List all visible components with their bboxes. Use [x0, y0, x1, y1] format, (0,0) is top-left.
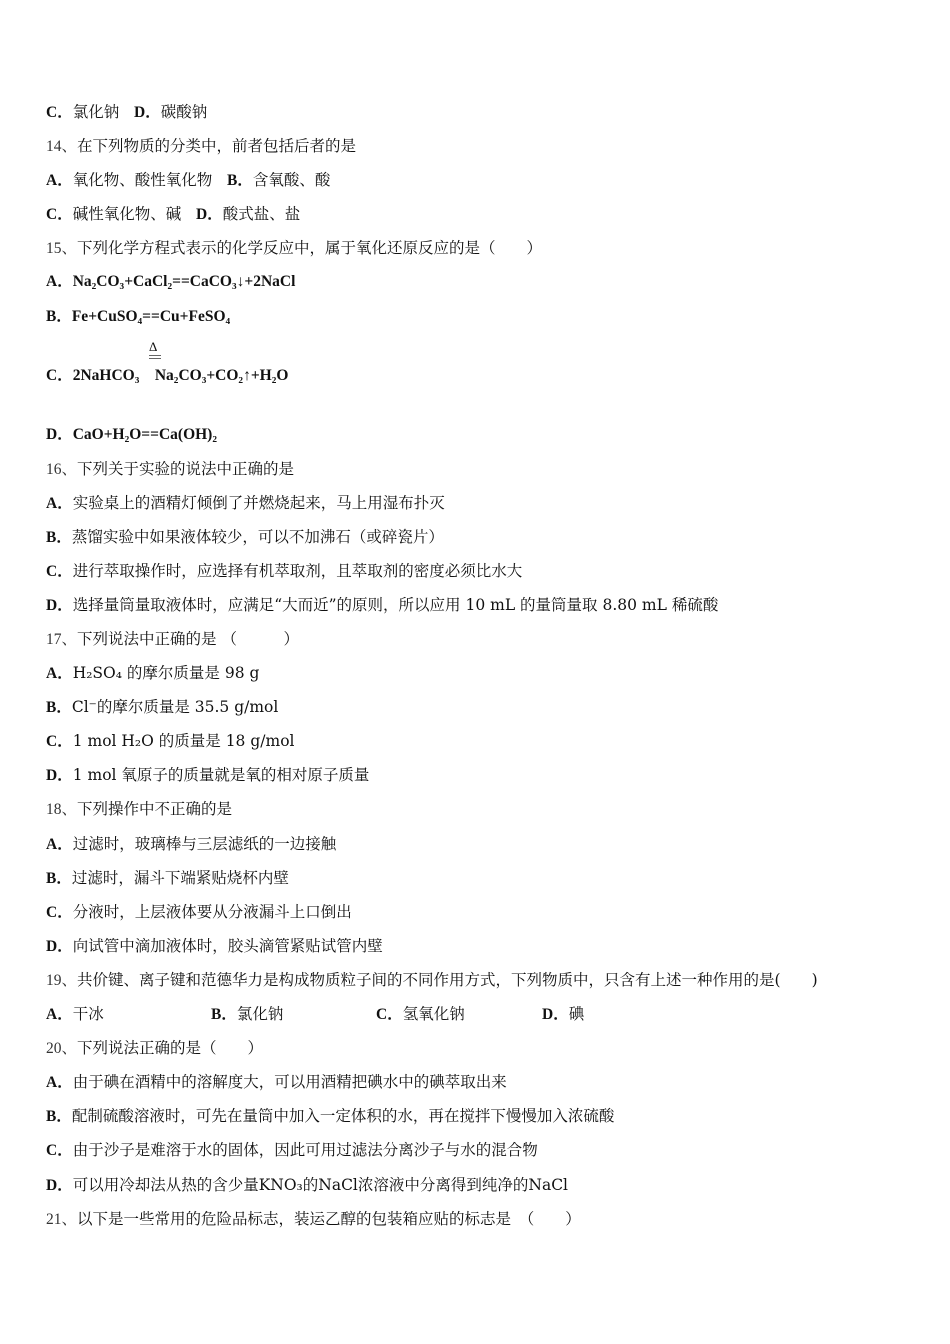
q17-option-c [46, 731, 294, 752]
option-label: D． [46, 767, 73, 784]
option-text: 由于沙子是难溶于水的固体，因此可用过滤法分离沙子与水的混合物 [72, 1141, 538, 1159]
question-number: 16、 [46, 461, 78, 478]
option-label: D． [46, 597, 73, 614]
option-text: 干冰 [72, 1005, 104, 1023]
option-text: 氢氧化钠 [402, 1005, 465, 1023]
q17-option-b [46, 697, 278, 718]
q20-option-a [46, 1072, 507, 1093]
q13-options-cd [46, 102, 207, 123]
q21-stem [46, 1209, 581, 1230]
question-text: 下列关于实验的说法中正确的是 [77, 460, 295, 478]
option-text: 过滤时，玻璃棒与三层滤纸的一边接触 [72, 835, 337, 853]
option-label: A． [46, 273, 73, 290]
question-number: 21、 [46, 1211, 78, 1228]
option-label: B． [46, 699, 72, 716]
option-text: Na₂CO₃+CaCl₂==CaCO₃↓+2NaCl [72, 273, 296, 290]
option-text: 选择量筒量取液体时，应满足“大而近”的原则，所以应用 10 mL 的量筒量取 8.80 mL 稀硫酸 [72, 596, 719, 614]
option-label: C． [46, 904, 73, 921]
q14-stem [46, 136, 356, 157]
option-text: 可以用冷却法从热的含少量KNO₃的NaCl浓溶液中分离得到纯净的NaCl [72, 1176, 569, 1194]
q15-option-d [46, 425, 217, 445]
option-label: A． [46, 495, 73, 512]
q20-option-b [46, 1106, 614, 1127]
option-text: 碘 [568, 1005, 585, 1023]
option-text: 过滤时，漏斗下端紧贴烧杯内壁 [71, 869, 289, 887]
q18-option-d [46, 936, 383, 957]
option-text: H₂SO₄ 的摩尔质量是 98 g [72, 664, 260, 682]
option-label: A． [46, 665, 73, 682]
q17-option-a [46, 663, 259, 684]
question-text: 下列说法正确的是（ ） [77, 1039, 264, 1057]
option-text: CaO+H₂O==Ca(OH)₂ [72, 426, 217, 443]
option-text: 1 mol 氧原子的质量就是氧的相对原子质量 [72, 766, 370, 784]
q14-options-cd [46, 204, 300, 225]
option-label: A． [46, 1006, 73, 1023]
q19-stem [46, 970, 818, 991]
option-label: C． [46, 563, 73, 580]
option-label: B． [46, 870, 72, 887]
question-number: 15、 [46, 240, 78, 257]
option-label: B． [46, 529, 72, 546]
q16-option-d [46, 595, 718, 616]
option-label: D． [196, 206, 223, 223]
option-label: B． [46, 1108, 72, 1125]
option-label: C． [46, 206, 73, 223]
q15-option-c [46, 366, 288, 386]
q16-option-c [46, 561, 522, 582]
option-text: 进行萃取操作时，应选择有机萃取剂，且萃取剂的密度必须比水大 [72, 562, 523, 580]
option-label: A． [46, 836, 73, 853]
question-number: 19、 [46, 972, 78, 989]
q15-stem [46, 238, 542, 259]
option-text: Fe+CuSO₄==Cu+FeSO₄ [71, 308, 231, 325]
option-label: C． [46, 1142, 73, 1159]
q17-option-d [46, 765, 369, 786]
option-label: C． [46, 367, 73, 384]
question-number: 14、 [46, 138, 78, 155]
option-text: 1 mol H₂O 的质量是 18 g/mol [72, 732, 295, 750]
q18-option-a [46, 834, 336, 855]
option-text: 碳酸钠 [160, 103, 208, 121]
product: Na₂CO₃+CO₂↑+H₂O [154, 367, 289, 384]
question-number: 18、 [46, 801, 78, 818]
option-text: 氧化物、酸性氧化物 [72, 171, 213, 189]
option-label: A． [46, 172, 73, 189]
option-text: 酸式盐、盐 [222, 205, 301, 223]
option-label: D． [134, 104, 161, 121]
reactant: 2NaHCO₃ [72, 367, 140, 384]
question-text: 在下列物质的分类中，前者包括后者的是 [77, 137, 357, 155]
option-text: 氯化钠 [236, 1005, 284, 1023]
option-label: D． [46, 1177, 73, 1194]
option-label: B． [46, 308, 72, 325]
q16-option-a [46, 493, 445, 514]
option-label: D． [46, 938, 73, 955]
option-text: 蒸馏实验中如果液体较少，可以不加沸石（或碎瓷片） [71, 528, 444, 546]
option-text: 实验桌上的酒精灯倾倒了并燃烧起来，马上用湿布扑灭 [72, 494, 445, 512]
q18-option-b [46, 868, 289, 889]
option-label: D． [46, 426, 73, 443]
q18-stem [46, 799, 232, 820]
option-text: 氯化钠 [72, 103, 120, 121]
double-line [149, 355, 161, 359]
q17-stem [46, 629, 299, 650]
q18-option-c [46, 902, 352, 923]
q16-stem [46, 459, 294, 480]
option-label: B． [211, 1006, 237, 1023]
question-text: 下列说法中正确的是 （ ） [77, 630, 299, 648]
option-text: 分液时，上层液体要从分液漏斗上口倒出 [72, 903, 352, 921]
option-text: 含氧酸、酸 [252, 171, 331, 189]
option-text: 碱性氧化物、碱 [72, 205, 182, 223]
delta-icon: Δ [149, 339, 158, 354]
option-label: C． [376, 1006, 403, 1023]
question-text: 以下是一些常用的危险品标志，装运乙醇的包装箱应贴的标志是 （ ） [77, 1210, 581, 1228]
question-text: 下列化学方程式表示的化学反应中，属于氧化还原反应的是（ ） [77, 239, 543, 257]
option-text: 由于碘在酒精中的溶解度大，可以用酒精把碘水中的碘萃取出来 [72, 1073, 507, 1091]
option-label: B． [227, 172, 253, 189]
q20-stem [46, 1038, 263, 1059]
q15-option-b [46, 307, 230, 327]
option-label: C． [46, 733, 73, 750]
q16-option-b [46, 527, 444, 548]
q20-option-c [46, 1140, 538, 1161]
q15-option-a [46, 272, 295, 292]
option-label: C． [46, 104, 73, 121]
question-number: 17、 [46, 631, 78, 648]
option-text: 配制硫酸溶液时，可先在量筒中加入一定体积的水，再在搅拌下慢慢加入浓硫酸 [71, 1107, 615, 1125]
q20-option-d [46, 1175, 568, 1196]
heat-condition-symbol [149, 340, 161, 359]
option-label: A． [46, 1074, 73, 1091]
question-number: 20、 [46, 1040, 78, 1057]
q14-options-ab [46, 170, 330, 191]
question-text: 下列操作中不正确的是 [77, 800, 233, 818]
question-text: 共价键、离子键和范德华力是构成物质粒子间的不同作用方式，下列物质中，只含有上述一种作用的是( ) [77, 971, 818, 989]
option-text: 向试管中滴加液体时，胶头滴管紧贴试管内壁 [72, 937, 383, 955]
option-label: D． [542, 1006, 569, 1023]
option-text: Cl⁻的摩尔质量是 35.5 g/mol [71, 698, 279, 716]
